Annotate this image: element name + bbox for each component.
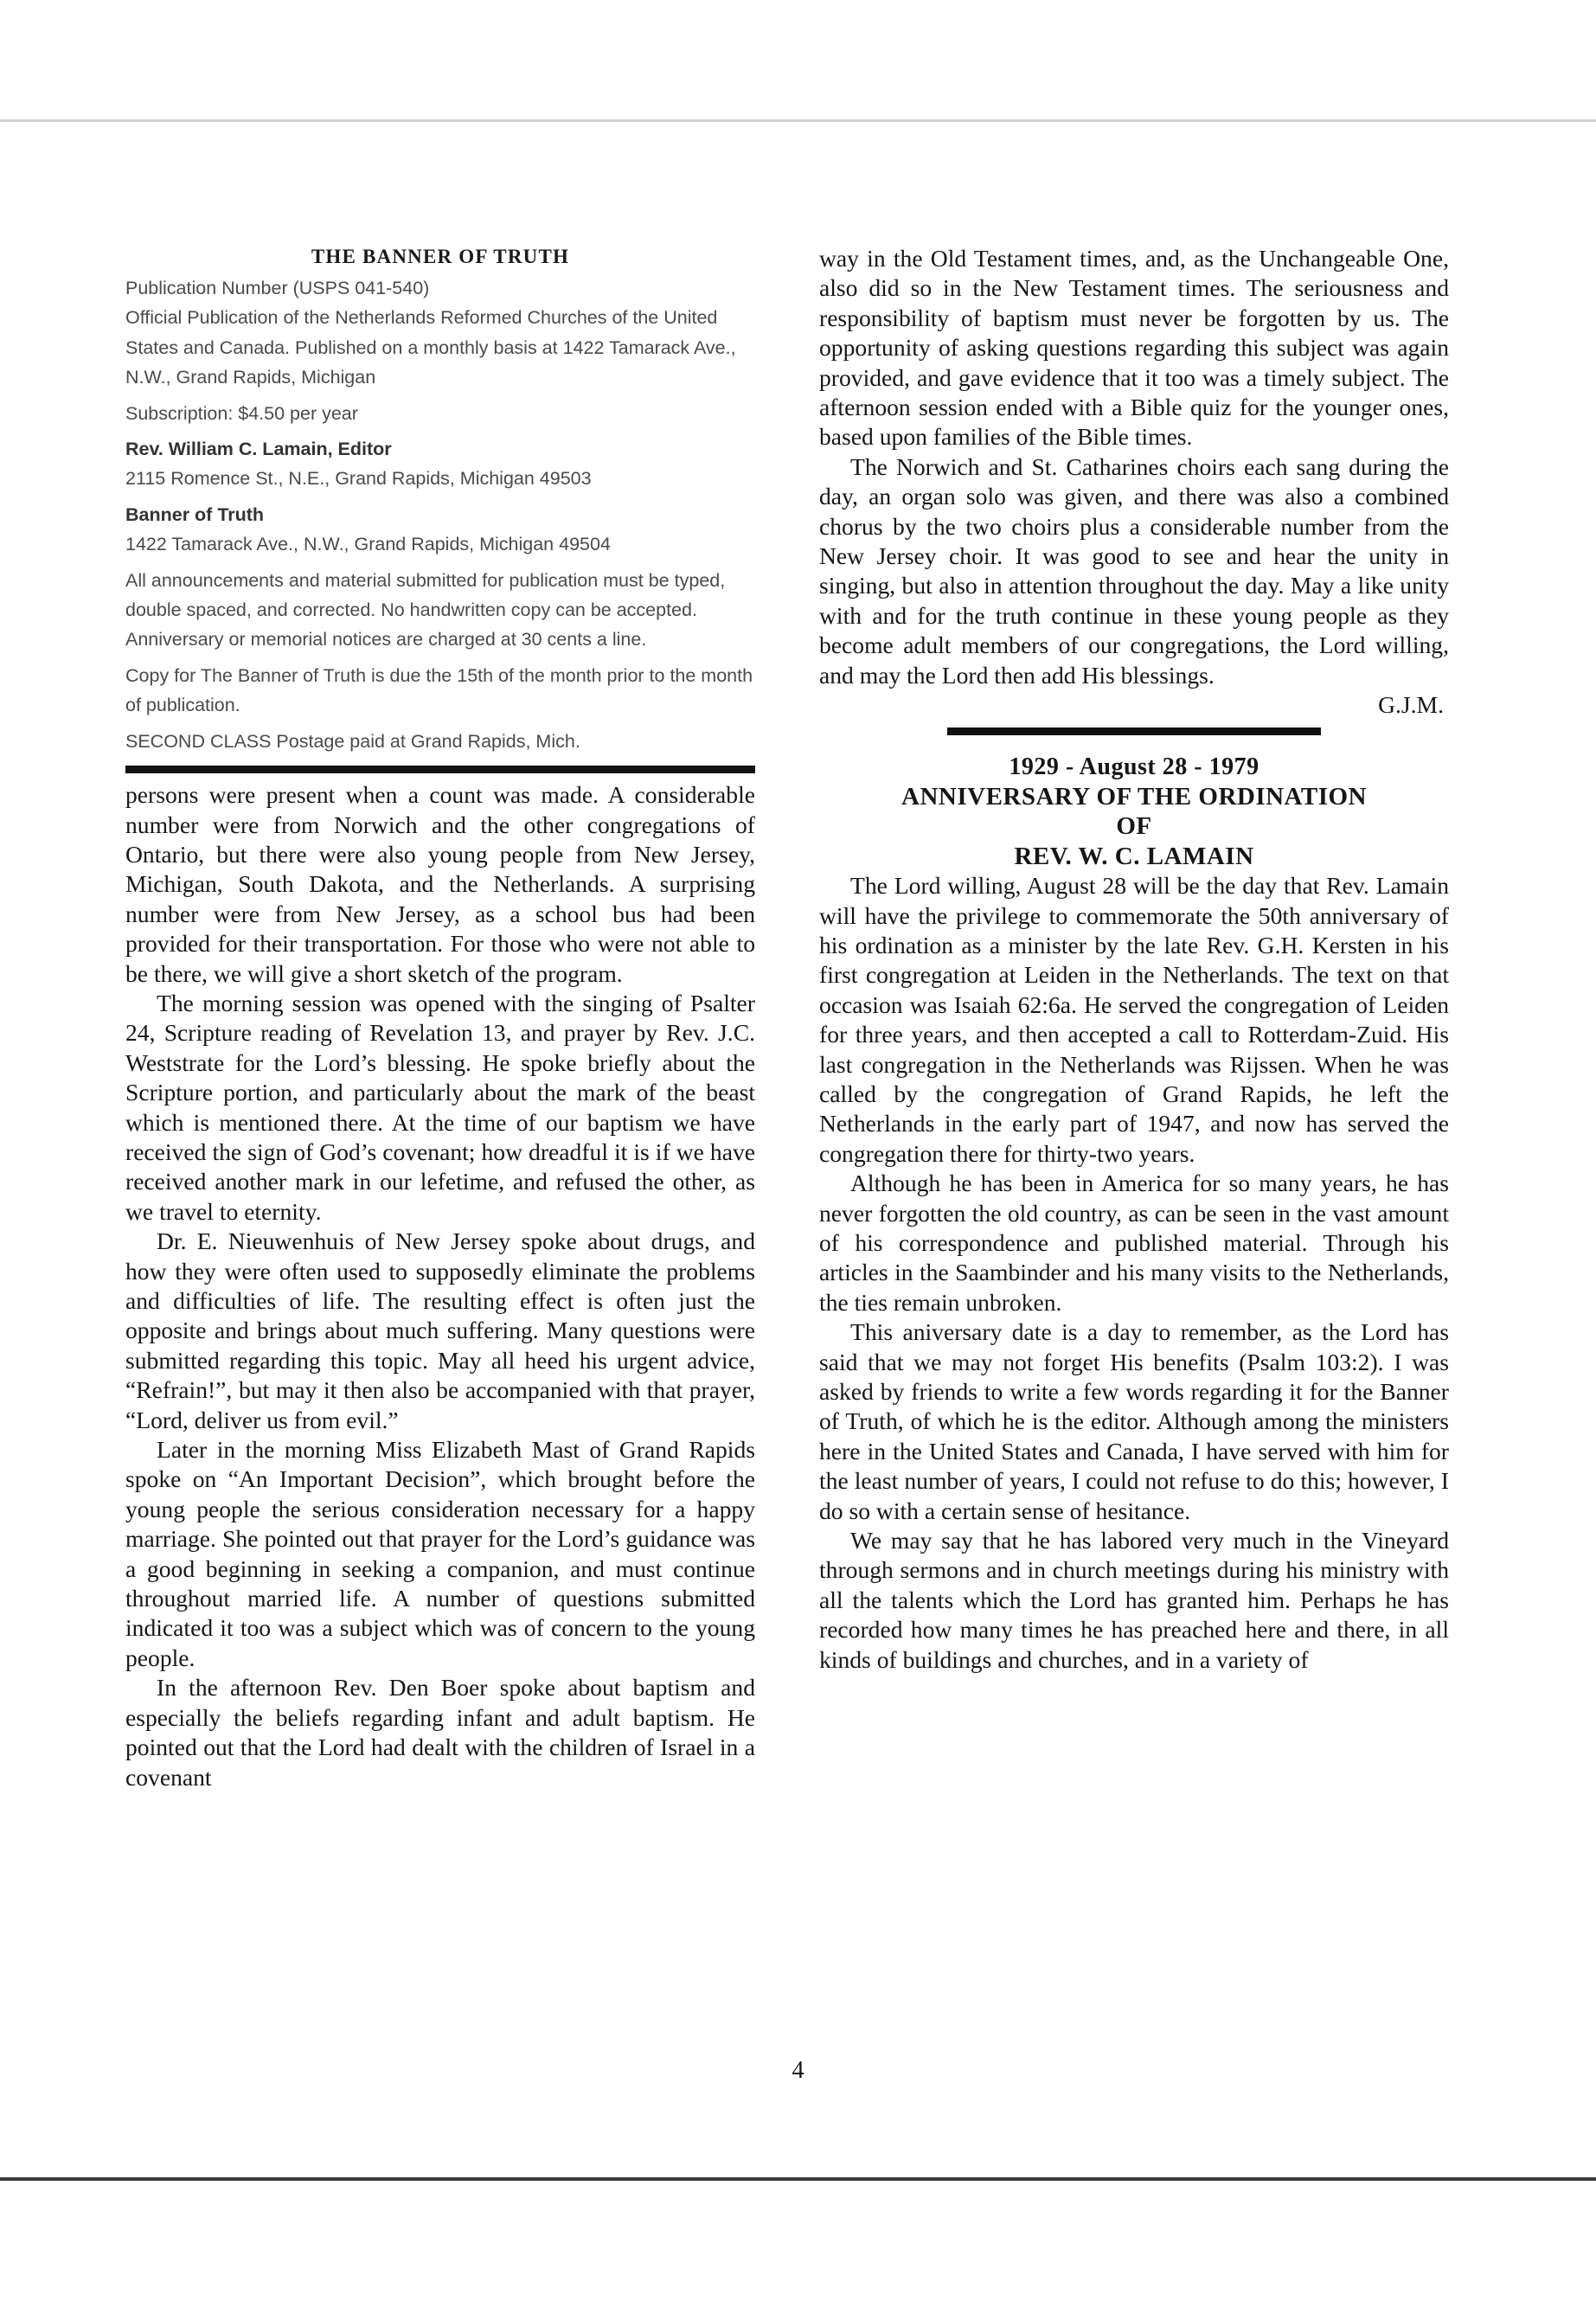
author-signature: G.J.M. — [1378, 691, 1444, 719]
right-paragraph: way in the Old Testament times, and, as the Unchangeable One, also did so in the New Testament times. The seriousness and responsibility of baptism must never be forgotten by us. The opportunity of asking questions regarding this subject was again provided, and gave evidence that it too was a timely subject. The afternoon session ended with a Bible quiz for the younger ones, based upon families of the Bible times. — [819, 245, 1449, 451]
masthead — [125, 244, 755, 756]
left-paragraph: The morning session was opened with the singing of Psalter 24, Scripture reading of Revelation 13, and prayer by Rev. J.C. Weststrate for the Lord’s blessing. He spoke briefly about the Scripture portion, and particularly about the mark of the beast which is mentioned there. At the time of our baptism we have received the sign of God’s covenant; how dreadful it is if we have received another mark in our lefetime, and refused the other, as we travel to eternity. — [125, 989, 755, 1225]
masthead-divider — [125, 766, 755, 773]
editor-address: 2115 Romence St., N.E., Grand Rapids, Michigan 49503 — [125, 468, 592, 490]
right-column — [819, 244, 1449, 1675]
subscription: Subscription: $4.50 per year — [125, 402, 358, 424]
article-paragraph: Although he has been in America for so many years, he has never forgotten the old country, as can be seen in the vast amount of his correspondence and published material. Through his articles in the Saambinder and his many visits to the Netherlands, the ties remain unbroken. — [819, 1170, 1449, 1316]
banner-address: 1422 Tamarack Ave., N.W., Grand Rapids, Michigan 49504 — [125, 534, 611, 555]
left-paragraph: In the afternoon Rev. Den Boer spoke about baptism and especially the beliefs regarding infant and adult baptism. He pointed out that the Lord had dealt with the children of Israel in a covenant — [125, 1674, 755, 1791]
editor-name: Rev. William C. Lamain, Editor — [125, 439, 392, 460]
masthead-title: THE BANNER OF TRUTH — [311, 246, 570, 267]
article-heading-of: OF — [1116, 812, 1152, 841]
article-heading-name: REV. W. C. LAMAIN — [1014, 842, 1254, 870]
page-number: 4 — [792, 2057, 804, 2084]
official-publication: Official Publication of the Netherlands Reformed Churches of the United States and Canada. Published on a monthly basis at 1422 Tamarack Ave., N.W., Grand Rapids, Michigan — [125, 307, 736, 388]
article-paragraph: We may say that he has labored very much in the Vineyard through sermons and in church meetings during his ministry with all the talents which the Lord has granted him. Perhaps he has recorded how many times he has preached here and there, in all kinds of buildings and churches, and in a variety of — [819, 1527, 1449, 1673]
right-paragraph: The Norwich and St. Catharines choirs each sang during the day, an organ solo was given, and there was also a combined chorus by the two choirs plus a considerable number from the New Jersey choir. It was good to see and hear the unity in singing, but also in attention throughout the day. May a like unity with and for the truth continue in these young people as they become adult members of our congregations, the Lord willing, and may the Lord then add His blessings. — [819, 452, 1449, 689]
article-divider — [947, 727, 1321, 735]
article-heading: ANNIVERSARY OF THE ORDINATION — [901, 782, 1367, 811]
article-paragraph: This aniversary date is a day to remember, as the Lord has said that we may not forget His benefits (Psalm 103:2). I was asked by friends to write a few words regarding it for the Banner of Truth, of which he is the editor. Although among the ministers here in the United States and Canada, I have served with him for the least number of years, I could not refuse to do this; however, I do so with a certain sense of hesitance. — [819, 1318, 1449, 1524]
scan-edge-bottom — [0, 2177, 1596, 2181]
article-paragraph: The Lord willing, August 28 will be the day that Rev. Lamain will have the privilege to commemorate the 50th anniversary of his ordination as a minister by the late Rev. G.H. Kersten in his first congregation at Leiden in the Netherlands. The text on that occasion was Isaiah 62:6a. He served the congregation of Leiden for three years, and then accepted a call to Rotterdam-Zuid. His last congregation in the Netherlands was Rijssen. When he was called by the congregation of Grand Rapids, he left the Netherlands in the early part of 1947, and now has served the congregation there for thirty-two years. — [819, 872, 1449, 1167]
postage-notice: SECOND CLASS Postage paid at Grand Rapids, Mich. — [125, 730, 580, 752]
scan-edge-top — [0, 119, 1596, 122]
left-column — [125, 244, 755, 1792]
left-paragraph: Later in the morning Miss Elizabeth Mast of Grand Rapids spoke on “An Important Decision”, which brought before the young people the serious consideration necessary for a happy marriage. She pointed out that prayer for the Lord’s guidance was a good beginning in seeking a companion, and must continue throughout married life. A number of questions submitted indicated it too was a subject which was of concern to the young people. — [125, 1436, 755, 1671]
left-paragraph: Dr. E. Nieuwenhuis of New Jersey spoke about drugs, and how they were often used to supposedly eliminate the problems and difficulties of life. The resulting effect is often just the opposite and brings about much suffering. Many questions were submitted regarding this topic. May all heed his urgent advice, “Refrain!”, but may it then also be accompanied with that prayer, “Lord, deliver us from evil.” — [125, 1227, 755, 1433]
publication-number: Publication Number (USPS 041-540) — [125, 278, 430, 298]
copy-due-notice: Copy for The Banner of Truth is due the 15th of the month prior to the month of publication. — [125, 664, 753, 716]
announcements-notice: All announcements and material submitted for publication must be typed, double spaced, and corrected. No handwritten copy can be accepted. Anniversary or memorial notices are charged at 30 cents a line. — [125, 569, 726, 651]
banner-name: Banner of Truth — [125, 503, 265, 525]
left-paragraph: persons were present when a count was made. A considerable number were from Norwich and the other congregations of Ontario, but there were also young people from New Jersey, Michigan, South Dakota, and the Netherlands. A surprising number were from New Jersey, as a school bus had been provided for their transportation. For those who were not able to be there, we will give a short sketch of the program. — [125, 781, 755, 987]
article-date-line: 1929 - August 28 - 1979 — [1009, 753, 1259, 780]
